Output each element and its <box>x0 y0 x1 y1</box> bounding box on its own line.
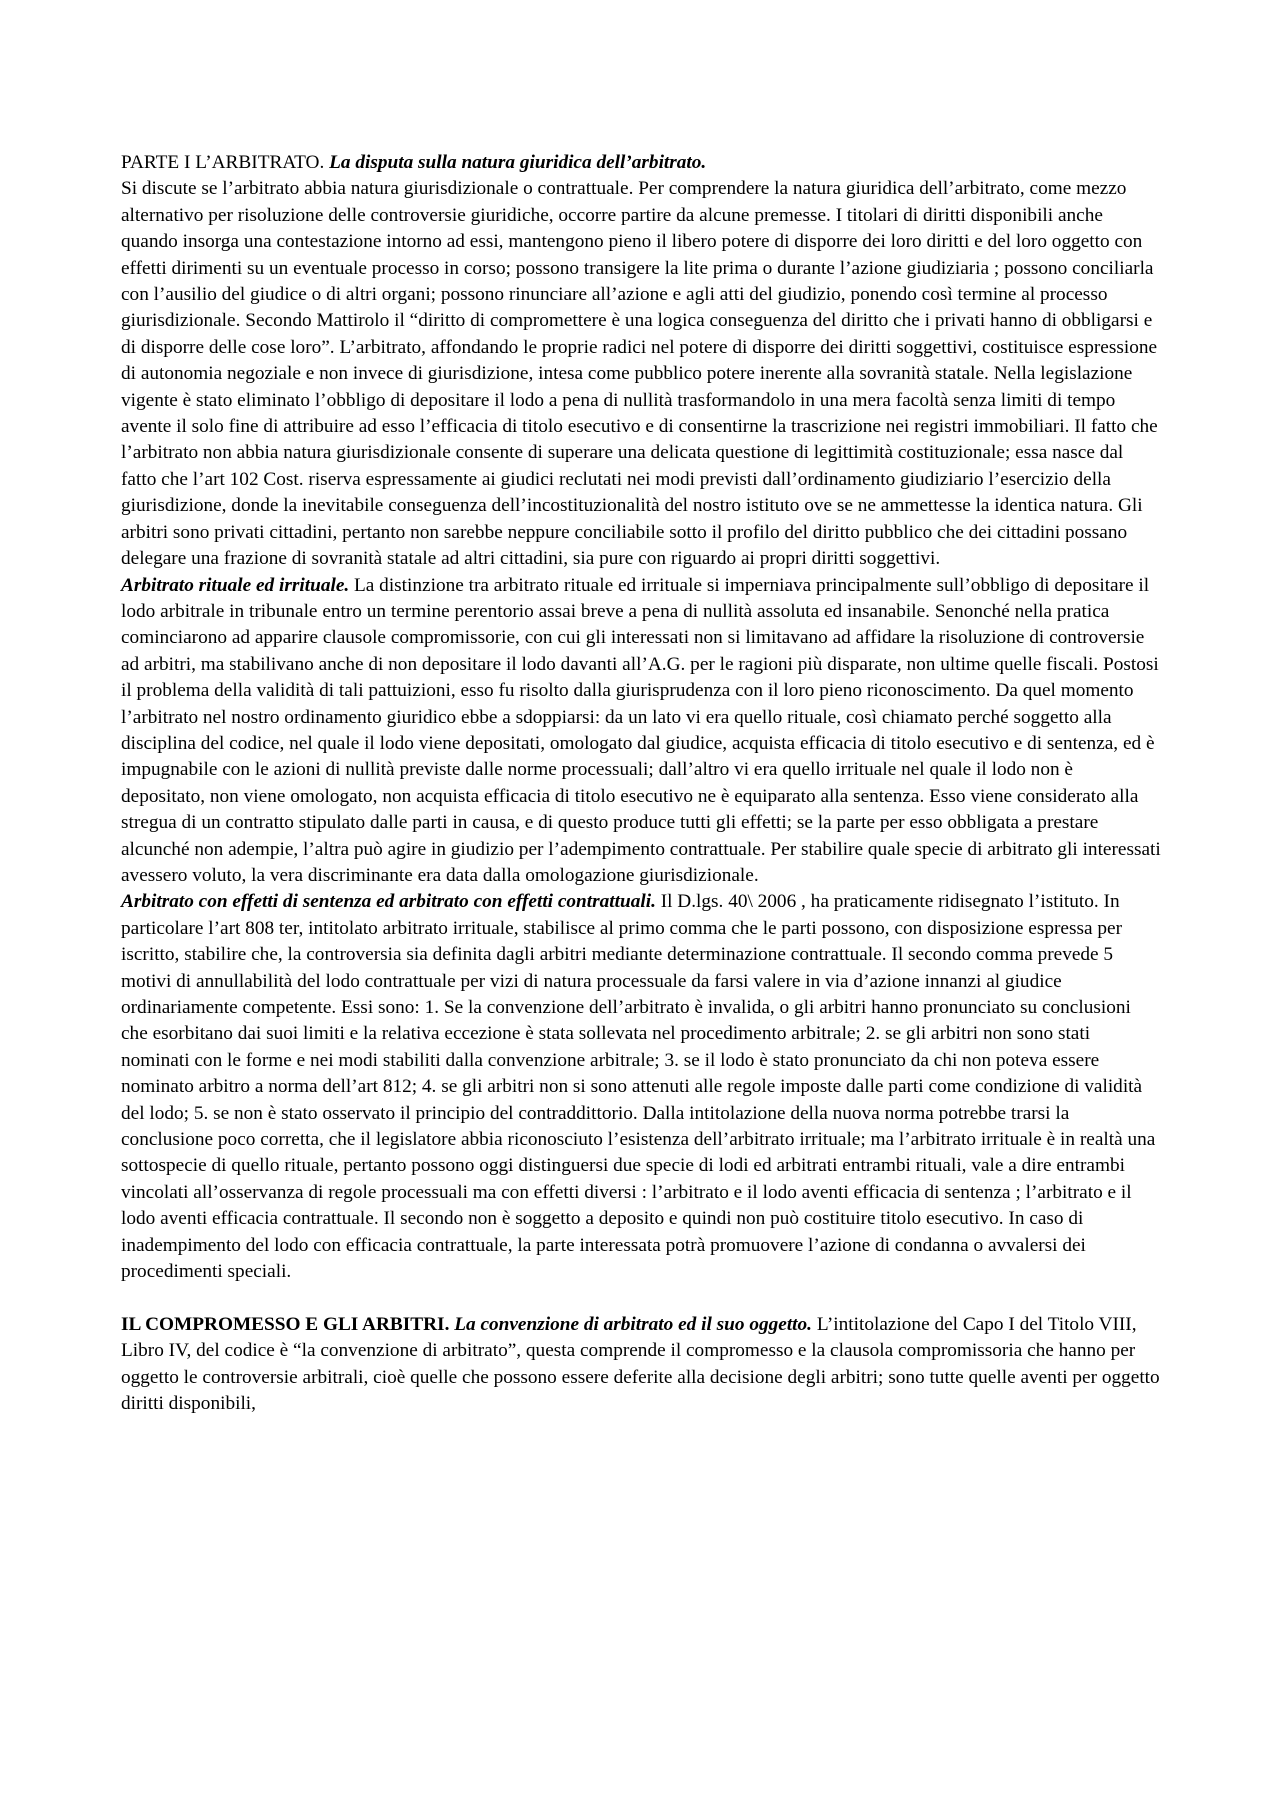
section-body: Il D.lgs. 40\ 2006 , ha praticamente ridisegnato l’istituto. In particolare l’art 808 ter, intitolato arbitrato irrituale, stabilisce al primo comma che le parti possono, con disposizione espressa per iscritto, stabilire che, la controversia sia definita dagli arbitri mediante determinazione contrattuale. Il secondo comma prevede 5 motivi di annullabilità del lodo contrattuale per vizi di natura processuale da farsi valere in via d’azione innanzi al giudice ordinariamente competente. Essi sono: 1. Se la convenzione dell’arbitrato è invalida, o gli arbitri hanno pronunciato su conclusioni che esorbitano dai suoi limiti e la relativa eccezione è stata sollevata nel procedimento arbitrale; 2. se gli arbitri non sono stati nominati con le forme e nei modi stabiliti dalla convenzione arbitrale; 3. se il lodo è stato pronunciato da chi non poteva essere nominato arbitro a norma dell’art 812; 4. se gli arbitri non si sono attenuti alle regole imposte dalle parti come condizione di validità del lodo; 5. se non è stato osservato il principio del contraddittorio. Dalla intitolazione della nuova norma potrebbe trarsi la conclusione poco corretta, che il legislatore abbia riconosciuto l’esistenza dell’arbitrato irrituale; ma l’arbitrato irrituale è in realtà una sottospecie di quello rituale, pertanto possono oggi distinguersi due specie di lodi ed arbitrati entrambi rituali, vale a dire entrambi vincolati all’osservanza di regole processuali ma con effetti diversi : l’arbitrato e il lodo aventi efficacia di sentenza ; l’arbitrato e il lodo aventi efficacia contrattuale. Il secondo non è soggetto a deposito e quindi non può costituire titolo esecutivo. In caso di inadempimento del lodo con efficacia contrattuale, la parte interessata potrà promuovere l’azione di condanna o avvalersi dei procedimenti speciali. <box>121 891 1156 1283</box>
section-parte-i <box>121 150 1161 573</box>
section-body: La distinzione tra arbitrato rituale ed irrituale si imperniava principalmente sull’obbligo di depositare il lodo arbitrale in tribunale entro un termine perentorio assai breve a pena di nullità assoluta ed insanabile. Senonché nella pratica cominciarono ad apparire clausole compromissorie, con cui gli interessati non si limitavano ad affidare la risoluzione di controversie ad arbitri, ma stabilivano anche di non depositare il lodo davanti all’A.G. per le ragioni più disparate, non ultime quelle fiscali. Postosi il problema della validità di tali pattuizioni, esso fu risolto dalla giurisprudenza con il loro pieno riconoscimento. Da quel momento l’arbitrato nel nostro ordinamento giuridico ebbe a sdoppiarsi: da un lato vi era quello rituale, così chiamato perché soggetto alla disciplina del codice, nel quale il lodo viene depositati, omologato dal giudice, acquista efficacia di titolo esecutivo e di sentenza, ed è impugnabile con le azioni di nullità previste dalle norme processuali; dall’altro vi era quello irrituale nel quale il lodo non è depositato, non viene omologato, non acquista efficacia di titolo esecutivo ne è equiparato alla sentenza. Esso viene considerato alla stregua di un contratto stipulato dalle parti in causa, e di questo produce tutti gli effetti; se la parte per esso obbligata a prestare alcunché non adempie, l’altra può agire in giudizio per l’adempimento contrattuale. Per stabilire quale specie di arbitrato gli interessati avessero voluto, la vera discriminante era data dalla omologazione giurisdizionale. <box>121 574 1161 886</box>
document-page <box>121 150 1161 1417</box>
section-subheading: La convenzione di arbitrato ed il suo oggetto. <box>454 1313 812 1335</box>
section-subheading: Arbitrato rituale ed irrituale. <box>121 574 350 596</box>
section-subheading: Arbitrato con effetti di sentenza ed arbitrato con effetti contrattuali. <box>121 891 656 913</box>
section-subheading: La disputa sulla natura giuridica dell’arbitrato. <box>329 152 707 173</box>
section-body: Si discute se l’arbitrato abbia natura giurisdizionale o contrattuale. Per comprendere la natura giuridica dell’arbitrato, come mezzo alternativo per risoluzione delle controversie giuridiche, occorre partire da alcune premesse. I titolari di diritti disponibili anche quando insorga una contestazione intorno ad essi, mantengono pieno il libero potere di disporre dei loro diritti e del loro oggetto con effetti dirimenti su un eventuale processo in corso; possono transigere la lite prima o durante l’azione giudiziaria ; possono conciliarla con l’ausilio del giudice o di altri organi; possono rinunciare all’azione e agli atti del giudizio, ponendo così termine al processo giurisdizionale. Secondo Mattirolo il “diritto di compromettere è una logica conseguenza del diritto che i privati hanno di obbligarsi e di disporre delle cose loro”. L’arbitrato, affondando le proprie radici nel potere di disporre dei diritti soggettivi, costituisce espressione di autonomia negoziale e non invece di giurisdizione, intesa come pubblico potere inerente alla sovranità statale. Nella legislazione vigente è stato eliminato l’obbligo di depositare il lodo a pena di nullità trasformandolo in una mera facoltà senza limiti di tempo avente il solo fine di attribuire ad esso l’efficacia di titolo esecutivo e di consentirne la trascrizione nei registri immobiliari. Il fatto che l’arbitrato non abbia natura giurisdizionale consente di superare una delicata questione di legittimità costituzionale; essa nasce dal fatto che l’art 102 Cost. riserva espressamente ai giudici reclutati nei modi previsti dall’ordinamento giudiziario l’esercizio della giurisdizione, donde la inevitabile conseguenza dell’incostituzionalità del nostro istituto ove se ne ammettesse la identica natura. Gli arbitri sono privati cittadini, pertanto non sarebbe neppure conciliabile sotto il profilo del diritto pubblico che dei cittadini possano delegare una frazione di sovranità statale ad altri cittadini, sia pure con riguardo ai propri diritti soggettivi. <box>121 178 1158 570</box>
section-arbitrato-effetti <box>121 889 1161 1285</box>
section-body: L’intitolazione del Capo I del Titolo VIII, Libro IV, del codice è “la convenzione di arbitrato”, questa comprende il compromesso e la clausola compromissoria che hanno per oggetto le controversie arbitrali, cioè quelle che possono essere deferite alla decisione degli arbitri; sono tutte quelle aventi per oggetto diritti disponibili, <box>121 1313 1160 1415</box>
section-heading: IL COMPROMESSO E GLI ARBITRI. <box>121 1313 450 1335</box>
section-arbitrato-rituale <box>121 573 1161 890</box>
section-heading: PARTE I L’ARBITRATO. <box>121 152 325 173</box>
section-compromesso <box>121 1312 1161 1418</box>
paragraph-gap <box>121 1285 1161 1311</box>
